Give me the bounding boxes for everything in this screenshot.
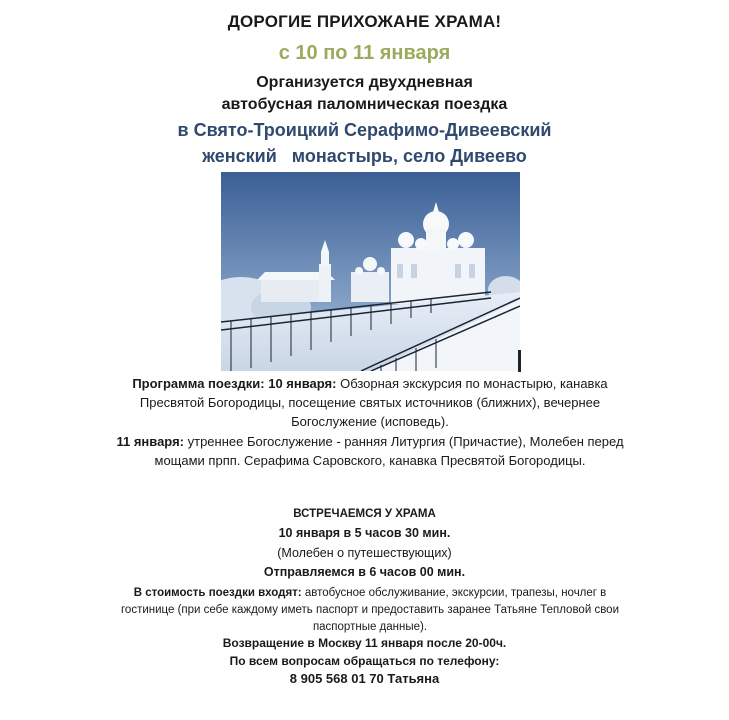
cost-text: автобусное обслуживание, экскурсии, трапезы, ночлег в гостинице (при себе каждому иметь паспорт и предоставить заранее Татьяне Тепловой свои паспортные данные). — [120, 587, 619, 633]
monastery-line-2: женский монастырь, село Дивеево — [202, 146, 527, 166]
departure-time: Отправляемся в 6 часов 00 мин. — [263, 565, 466, 579]
greeting-title: ДОРОГИЕ ПРИХОЖАНЕ ХРАМА! — [227, 12, 502, 31]
photo-edge-mark — [518, 350, 521, 372]
meeting-time: 10 января в 5 часов 30 мин. — [278, 526, 451, 540]
contact-phone: 8 905 568 01 70 Татьяна — [289, 671, 440, 686]
program-day-1-label: Программа поездки: 10 января: — [132, 376, 337, 391]
program-day-1 — [100, 374, 640, 431]
cost-info — [110, 585, 630, 636]
program-day-1-text: Обзорная экскурсия по монастырю, канавка Пресвятой Богородицы, посещение святых источников (ближних), вечернее Богослужение (исповедь). — [139, 376, 608, 429]
program-day-2-text: утреннее Богослужение - ранняя Литургия (Причастие), Молебен перед мощами прпп. Серафима Саровского, канавка Пресвятой Богородицы. — [154, 434, 624, 468]
meeting-heading: ВСТРЕЧАЕМСЯ У ХРАМА — [293, 508, 436, 520]
winter-monastery-illustration — [221, 172, 520, 371]
monastery-line-1: в Свято-Троицкий Серафимо-Дивеевский — [177, 120, 552, 140]
meeting-moleben: (Молебен о путешествующих) — [277, 546, 452, 560]
cost-label: В стоимость поездки входят: — [133, 587, 302, 599]
monastery-photo — [221, 172, 520, 371]
return-info: Возвращение в Москву 11 января после 20-00ч. — [222, 636, 507, 650]
questions-info: По всем вопросам обращаться по телефону: — [229, 654, 500, 668]
organized-line-2: автобусная паломническая поездка — [221, 96, 508, 113]
trip-dates: с 10 по 11 января — [278, 42, 451, 64]
organized-line-1: Организуется двухдневная — [256, 74, 473, 91]
program-day-2 — [100, 432, 640, 470]
program-day-2-label: 11 января: — [116, 434, 184, 449]
